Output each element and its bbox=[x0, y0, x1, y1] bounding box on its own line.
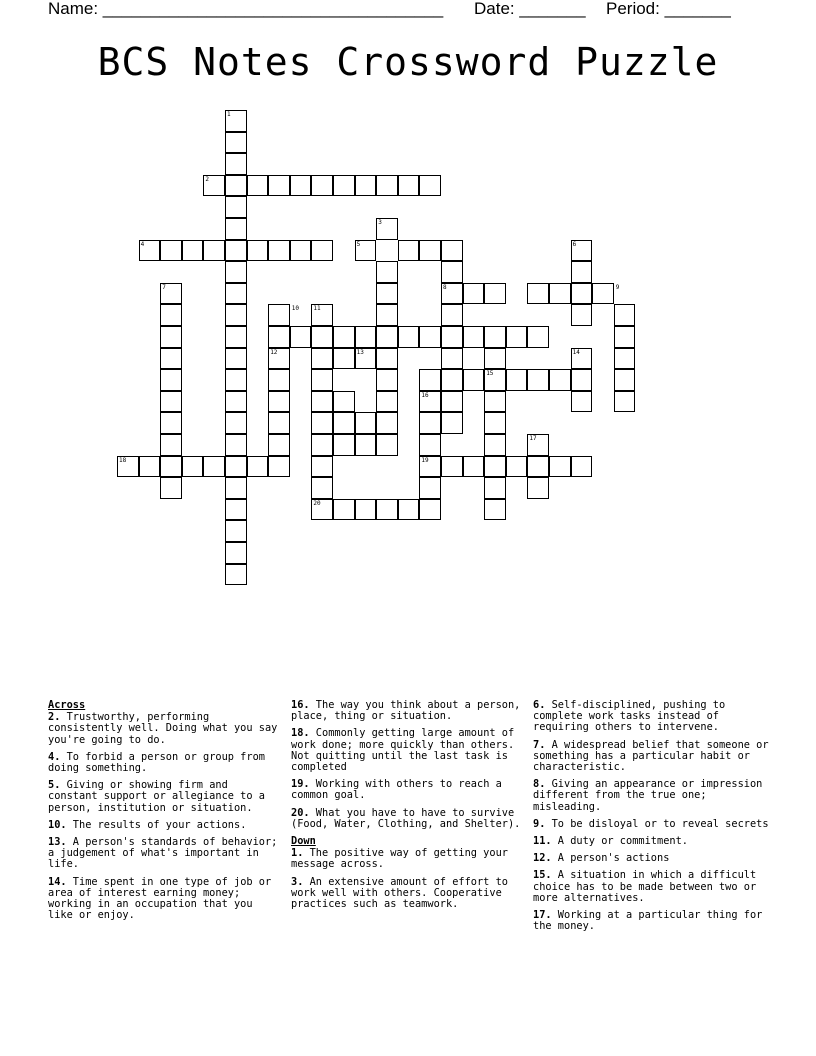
clue-item bbox=[48, 877, 280, 922]
clue-item bbox=[48, 780, 280, 814]
grid-cell[interactable] bbox=[203, 456, 225, 478]
clues-column-2 bbox=[291, 700, 525, 916]
grid-cell[interactable] bbox=[571, 456, 593, 478]
grid-cell[interactable] bbox=[398, 499, 420, 521]
page-title: BCS Notes Crossword Puzzle bbox=[97, 40, 719, 84]
grid-cell[interactable] bbox=[419, 369, 441, 391]
clue-text: Working with others to reach a common goal. bbox=[291, 778, 502, 802]
grid-cell[interactable] bbox=[614, 304, 636, 326]
grid-cell[interactable] bbox=[333, 175, 355, 197]
grid-cell[interactable] bbox=[484, 434, 506, 456]
grid-cell[interactable] bbox=[614, 348, 636, 370]
grid-cell[interactable] bbox=[376, 348, 398, 370]
grid-cell[interactable] bbox=[484, 326, 506, 348]
grid-cell[interactable] bbox=[160, 326, 182, 348]
grid-cell[interactable] bbox=[527, 283, 549, 305]
grid-cell[interactable] bbox=[398, 240, 420, 262]
grid-cell[interactable] bbox=[268, 391, 290, 413]
grid-cell[interactable] bbox=[247, 456, 269, 478]
grid-cell[interactable] bbox=[225, 348, 247, 370]
clue-number: 14 bbox=[572, 348, 580, 356]
grid-cell[interactable] bbox=[571, 391, 593, 413]
grid-cell[interactable] bbox=[376, 261, 398, 283]
clue-number: 6 bbox=[572, 240, 577, 248]
grid-cell[interactable] bbox=[225, 564, 247, 586]
grid-cell[interactable] bbox=[441, 369, 463, 391]
grid-cell[interactable] bbox=[225, 520, 247, 542]
clue-number: 8 bbox=[443, 283, 447, 291]
grid-cell[interactable] bbox=[333, 326, 355, 348]
grid-cell[interactable] bbox=[419, 326, 441, 348]
clue-number: 12 bbox=[270, 348, 278, 356]
clue-item bbox=[291, 728, 525, 773]
clue-item bbox=[533, 836, 769, 847]
grid-cell[interactable] bbox=[376, 434, 398, 456]
grid-cell[interactable] bbox=[160, 391, 182, 413]
grid-cell[interactable] bbox=[225, 132, 247, 154]
clue-number-label: 1. bbox=[291, 847, 304, 860]
grid-cell[interactable] bbox=[160, 369, 182, 391]
grid-cell[interactable] bbox=[549, 283, 571, 305]
clue-text: A situation in which a difficult choice has to be made between two or more alternatives. bbox=[533, 869, 757, 904]
grid-cell[interactable] bbox=[506, 369, 528, 391]
grid-cell[interactable] bbox=[311, 369, 333, 391]
clue-number: 5 bbox=[356, 240, 361, 248]
clue-item bbox=[48, 820, 280, 831]
period-field[interactable]: Period: _______ bbox=[606, 0, 731, 18]
clue-number-label: 18. bbox=[291, 727, 310, 740]
clue-item bbox=[48, 752, 280, 774]
clue-number: 20 bbox=[313, 499, 321, 507]
grid-cell[interactable] bbox=[419, 175, 441, 197]
clue-item bbox=[48, 837, 280, 871]
grid-cell[interactable] bbox=[268, 412, 290, 434]
grid-cell[interactable] bbox=[203, 240, 225, 262]
grid-cell[interactable] bbox=[160, 304, 182, 326]
clue-text: Commonly getting large amount of work done; more quickly than others. Not quitting until the last task is completed bbox=[291, 727, 515, 774]
grid-cell[interactable] bbox=[419, 412, 441, 434]
clue-number-label: 6. bbox=[533, 699, 546, 711]
clue-number: 15 bbox=[486, 370, 494, 378]
grid-cell[interactable] bbox=[182, 456, 204, 478]
grid-cell[interactable] bbox=[571, 261, 593, 283]
grid-cell[interactable] bbox=[268, 240, 290, 262]
grid-cell[interactable] bbox=[376, 499, 398, 521]
grid-cell[interactable] bbox=[290, 240, 312, 262]
clue-item bbox=[291, 877, 525, 911]
clues-column-1 bbox=[48, 700, 280, 927]
clue-number: 9 bbox=[615, 283, 620, 291]
grid-cell[interactable] bbox=[376, 369, 398, 391]
grid-cell[interactable] bbox=[268, 175, 290, 197]
clue-text: The positive way of getting your message across. bbox=[291, 847, 508, 871]
grid-cell[interactable] bbox=[225, 456, 247, 478]
clue-item bbox=[533, 910, 769, 932]
grid-cell[interactable] bbox=[311, 412, 333, 434]
grid-cell[interactable] bbox=[160, 240, 182, 262]
clue-text: Giving or showing firm and constant support or allegiance to a person, institution or situation. bbox=[48, 779, 265, 814]
grid-cell[interactable] bbox=[376, 326, 398, 348]
grid-cell[interactable] bbox=[247, 175, 269, 197]
grid-cell[interactable] bbox=[527, 456, 549, 478]
clue-number-label: 3. bbox=[291, 875, 304, 888]
down-heading: Down bbox=[291, 835, 316, 848]
grid-cell[interactable] bbox=[268, 456, 290, 478]
grid-cell[interactable] bbox=[160, 456, 182, 478]
grid-cell[interactable] bbox=[376, 412, 398, 434]
clue-number-label: 11. bbox=[533, 835, 552, 848]
grid-cell[interactable] bbox=[268, 304, 290, 326]
clue-number-label: 16. bbox=[291, 699, 310, 711]
grid-cell[interactable] bbox=[527, 369, 549, 391]
clue-number-label: 8. bbox=[533, 778, 546, 791]
grid-cell[interactable] bbox=[441, 391, 463, 413]
grid-cell[interactable] bbox=[419, 477, 441, 499]
clue-text: A person's actions bbox=[551, 852, 670, 865]
grid-cell[interactable] bbox=[614, 391, 636, 413]
grid-cell[interactable] bbox=[311, 240, 333, 262]
clue-number: 18 bbox=[119, 456, 127, 464]
name-field[interactable]: Name: ____________________________________ bbox=[48, 0, 444, 18]
clue-item bbox=[291, 848, 525, 870]
clue-number: 4 bbox=[140, 240, 145, 248]
grid-cell[interactable] bbox=[225, 218, 247, 240]
clue-number: 3 bbox=[378, 219, 382, 226]
clue-number-label: 9. bbox=[533, 817, 546, 830]
grid-cell[interactable] bbox=[311, 348, 333, 370]
grid-cell[interactable] bbox=[506, 456, 528, 478]
grid-cell[interactable] bbox=[419, 434, 441, 456]
grid-cell[interactable] bbox=[225, 434, 247, 456]
clue-number: 1 bbox=[227, 111, 231, 118]
clue-number: 11 bbox=[313, 305, 321, 313]
grid-cell[interactable] bbox=[225, 499, 247, 521]
grid-cell[interactable] bbox=[160, 477, 182, 499]
clue-number-label: 19. bbox=[291, 778, 310, 791]
grid-cell[interactable] bbox=[225, 542, 247, 564]
grid-cell[interactable] bbox=[441, 261, 463, 283]
grid-cell[interactable] bbox=[355, 412, 377, 434]
grid-cell[interactable] bbox=[419, 499, 441, 521]
grid-cell[interactable] bbox=[484, 391, 506, 413]
clue-text: A person's standards of behavior; a judgement of what's important in life. bbox=[48, 836, 278, 871]
clue-number-label: 5. bbox=[48, 779, 61, 792]
grid-cell[interactable] bbox=[376, 391, 398, 413]
clue-number-label: 2. bbox=[48, 711, 61, 724]
clue-item bbox=[291, 808, 525, 830]
clue-text: To forbid a person or group from doing something. bbox=[48, 750, 265, 775]
grid-cell[interactable] bbox=[268, 434, 290, 456]
clue-number-label: 10. bbox=[48, 818, 67, 831]
grid-cell[interactable] bbox=[333, 412, 355, 434]
grid-cell[interactable] bbox=[225, 261, 247, 283]
grid-cell[interactable] bbox=[290, 326, 312, 348]
grid-cell[interactable] bbox=[311, 477, 333, 499]
grid-cell[interactable] bbox=[333, 499, 355, 521]
grid-cell[interactable] bbox=[441, 304, 463, 326]
grid-cell[interactable] bbox=[484, 499, 506, 521]
grid-cell[interactable] bbox=[139, 456, 161, 478]
grid-cell[interactable] bbox=[268, 369, 290, 391]
clue-text: Trustworthy, performing consistently well. Doing what you say you're going to do. bbox=[48, 711, 278, 746]
grid-cell[interactable] bbox=[463, 326, 485, 348]
grid-cell[interactable] bbox=[225, 477, 247, 499]
grid-cell[interactable] bbox=[484, 456, 506, 478]
clue-text: A widespread belief that someone or something has a particular habit or characteristic. bbox=[533, 738, 769, 774]
grid-cell[interactable] bbox=[355, 326, 377, 348]
clue-number: 2 bbox=[205, 175, 210, 183]
clue-number-label: 13. bbox=[48, 836, 67, 849]
grid-cell[interactable] bbox=[311, 326, 333, 348]
grid-cell[interactable] bbox=[225, 326, 247, 348]
grid-cell[interactable] bbox=[441, 326, 463, 348]
clue-text: The way you think about a person, place, thing or situation. bbox=[291, 699, 521, 723]
grid-cell[interactable] bbox=[268, 326, 290, 348]
grid-cell[interactable] bbox=[549, 456, 571, 478]
clues-column-3 bbox=[533, 700, 769, 938]
grid-cell[interactable] bbox=[592, 283, 614, 305]
grid-cell[interactable] bbox=[225, 240, 247, 262]
grid-cell[interactable] bbox=[376, 304, 398, 326]
grid-cell[interactable] bbox=[376, 175, 398, 197]
clue-text: To be disloyal or to reveal secrets bbox=[545, 817, 769, 830]
clue-item bbox=[533, 870, 769, 904]
grid-cell[interactable] bbox=[160, 348, 182, 370]
grid-cell[interactable] bbox=[463, 456, 485, 478]
clue-text: An extensive amount of effort to work well with others. Cooperative practices such as teamwork. bbox=[291, 875, 508, 911]
clue-number: 10 bbox=[291, 305, 300, 313]
grid-cell[interactable] bbox=[247, 240, 269, 262]
grid-cell[interactable] bbox=[398, 326, 420, 348]
grid-cell[interactable] bbox=[290, 175, 312, 197]
grid-cell[interactable] bbox=[160, 412, 182, 434]
grid-cell[interactable] bbox=[160, 434, 182, 456]
clue-number-label: 4. bbox=[48, 750, 61, 763]
grid-cell[interactable] bbox=[419, 240, 441, 262]
clue-number-label: 7. bbox=[533, 738, 546, 751]
grid-cell[interactable] bbox=[225, 196, 247, 218]
clue-number: 16 bbox=[421, 391, 429, 399]
clue-item bbox=[533, 700, 769, 734]
clue-item bbox=[533, 819, 769, 830]
grid-cell[interactable] bbox=[333, 348, 355, 370]
grid-cell[interactable] bbox=[484, 477, 506, 499]
clue-text: Giving an appearance or impression different from the true one; misleading. bbox=[533, 778, 763, 813]
grid-cell[interactable] bbox=[225, 412, 247, 434]
grid-cell[interactable] bbox=[311, 175, 333, 197]
grid-cell[interactable] bbox=[614, 369, 636, 391]
grid-cell[interactable] bbox=[333, 434, 355, 456]
grid-cell[interactable] bbox=[225, 175, 247, 197]
grid-cell[interactable] bbox=[463, 369, 485, 391]
clue-item bbox=[533, 740, 769, 774]
clue-text: A duty or commitment. bbox=[551, 835, 688, 848]
grid-cell[interactable] bbox=[311, 434, 333, 456]
grid-cell[interactable] bbox=[571, 283, 593, 305]
clue-number: 13 bbox=[356, 348, 364, 356]
grid-cell[interactable] bbox=[355, 434, 377, 456]
grid-cell[interactable] bbox=[441, 412, 463, 434]
grid-cell[interactable] bbox=[441, 348, 463, 370]
grid-cell[interactable] bbox=[484, 283, 506, 305]
clue-number-label: 20. bbox=[291, 806, 310, 819]
grid-cell[interactable] bbox=[311, 391, 333, 413]
clue-text: Working at a particular thing for the money. bbox=[533, 909, 763, 933]
clue-number-label: 12. bbox=[533, 852, 552, 865]
date-field[interactable]: Date: _______ bbox=[474, 0, 586, 18]
grid-cell[interactable] bbox=[376, 283, 398, 305]
clue-number-label: 14. bbox=[48, 875, 67, 888]
grid-cell[interactable] bbox=[527, 477, 549, 499]
grid-cell[interactable] bbox=[527, 326, 549, 348]
grid-cell[interactable] bbox=[311, 456, 333, 478]
clue-text: Time spent in one type of job or area of interest earning money; working in an occupation that you like or enjoy. bbox=[48, 875, 272, 922]
grid-cell[interactable] bbox=[225, 283, 247, 305]
clue-item bbox=[291, 700, 525, 722]
clue-number: 19 bbox=[421, 456, 429, 464]
grid-cell[interactable] bbox=[398, 175, 420, 197]
grid-cell[interactable] bbox=[441, 456, 463, 478]
grid-cell[interactable] bbox=[225, 304, 247, 326]
grid-cell[interactable] bbox=[549, 369, 571, 391]
grid-cell[interactable] bbox=[225, 369, 247, 391]
clue-item bbox=[533, 779, 769, 813]
grid-cell[interactable] bbox=[182, 240, 204, 262]
grid-cell[interactable] bbox=[571, 304, 593, 326]
clue-text: The results of your actions. bbox=[66, 818, 247, 831]
clue-text: Self-disciplined, pushing to complete work tasks instead of requiring others to intervene. bbox=[533, 699, 726, 734]
clue-text: What you have to have to survive (Food, Water, Clothing, and Shelter). bbox=[291, 806, 521, 830]
grid-cell[interactable] bbox=[484, 412, 506, 434]
clue-number-label: 15. bbox=[533, 869, 552, 882]
grid-cell[interactable] bbox=[333, 391, 355, 413]
clue-item bbox=[291, 779, 525, 801]
clue-item bbox=[48, 712, 280, 746]
grid-cell[interactable] bbox=[355, 499, 377, 521]
grid-cell[interactable] bbox=[355, 175, 377, 197]
clue-number-label: 17. bbox=[533, 909, 552, 922]
grid-cell[interactable] bbox=[484, 348, 506, 370]
clue-item bbox=[533, 853, 769, 864]
grid-cell[interactable] bbox=[614, 326, 636, 348]
grid-cell[interactable] bbox=[506, 326, 528, 348]
grid-cell[interactable] bbox=[225, 391, 247, 413]
across-heading: Across bbox=[48, 699, 86, 711]
grid-cell[interactable] bbox=[571, 369, 593, 391]
grid-cell[interactable] bbox=[225, 153, 247, 175]
clue-number: 7 bbox=[162, 283, 166, 291]
grid-cell[interactable] bbox=[463, 283, 485, 305]
grid-cell[interactable] bbox=[441, 240, 463, 262]
clue-number: 17 bbox=[529, 435, 537, 442]
